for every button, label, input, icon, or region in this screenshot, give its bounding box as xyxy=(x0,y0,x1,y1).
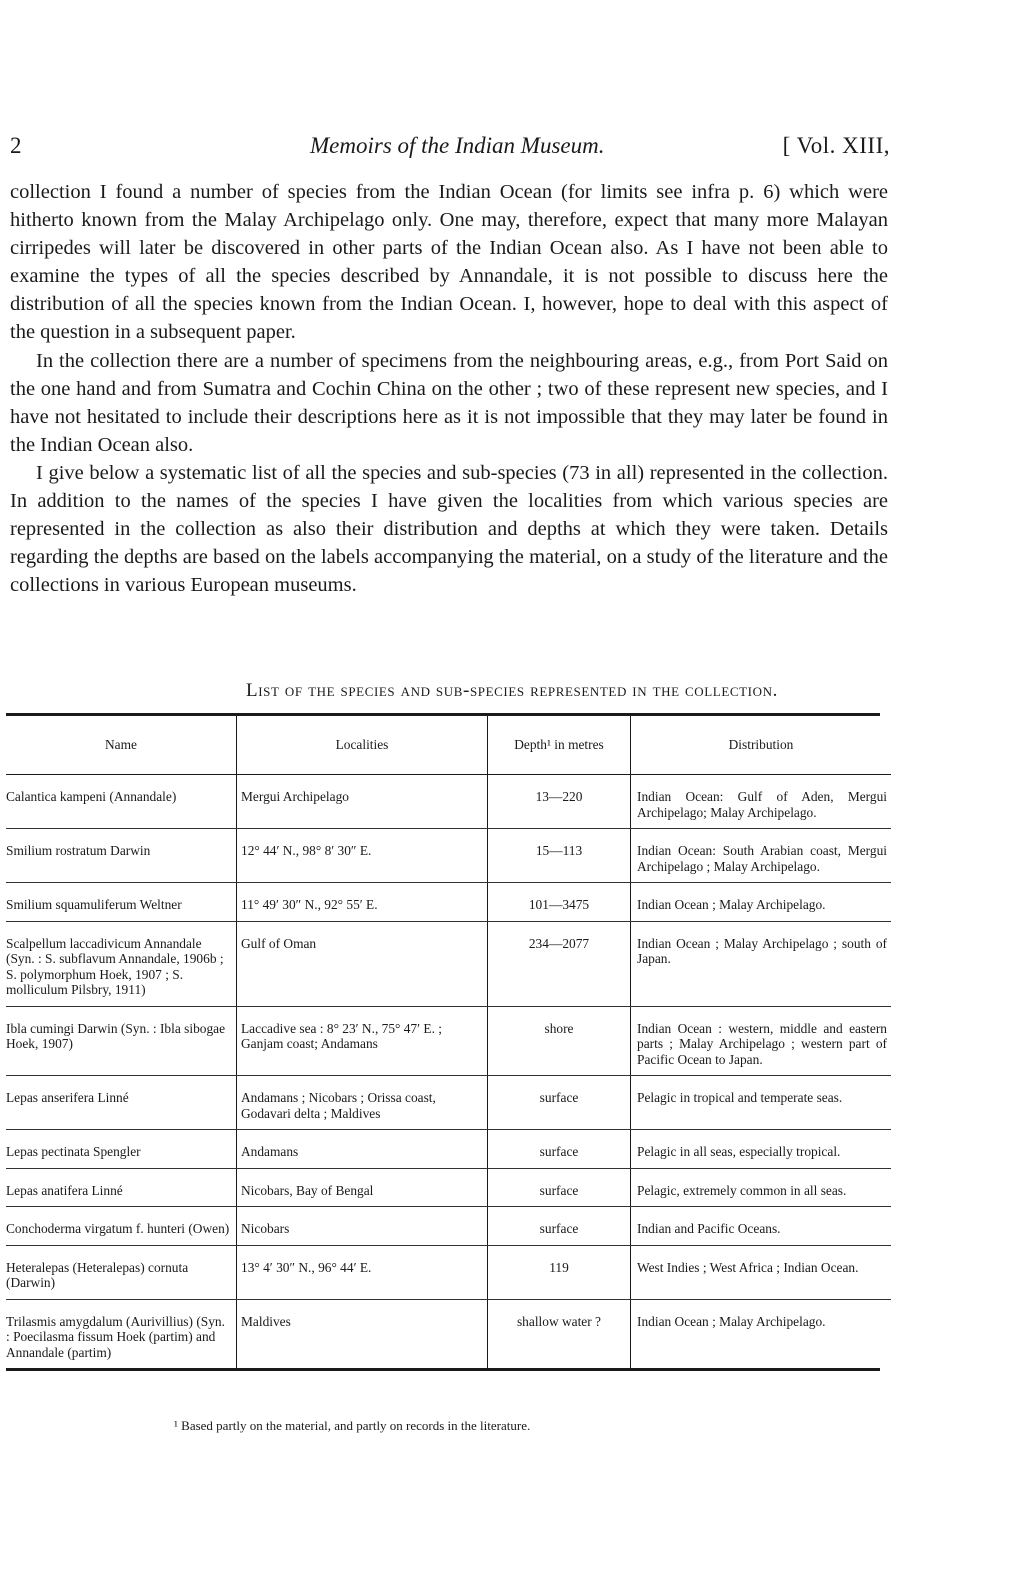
cell-depth: shallow water ? xyxy=(488,1299,631,1368)
table-row xyxy=(6,1006,891,1076)
cell-name: Smilium squamuliferum Weltner xyxy=(6,883,237,922)
body-text xyxy=(10,178,888,599)
cell-localities: Maldives xyxy=(237,1299,488,1368)
cell-distribution: Indian Ocean ; Malay Archipelago. xyxy=(631,883,892,922)
cell-name: Lepas pectinata Spengler xyxy=(6,1130,237,1169)
header-depth: Depth¹ in metres xyxy=(488,716,631,775)
species-table xyxy=(6,716,891,1368)
page-header xyxy=(10,133,890,167)
cell-distribution: Pelagic in all seas, especially tropical. xyxy=(631,1130,892,1169)
cell-depth: 13—220 xyxy=(488,775,631,829)
header-localities: Localities xyxy=(237,716,488,775)
list-title: List of the species and sub-species represented in the collection. xyxy=(246,680,778,701)
header-distribution: Distribution xyxy=(631,716,892,775)
cell-localities: 11° 49′ 30″ N., 92° 55′ E. xyxy=(237,883,488,922)
cell-depth: shore xyxy=(488,1006,631,1076)
cell-localities: Nicobars, Bay of Bengal xyxy=(237,1168,488,1207)
page-number: 2 xyxy=(10,133,22,158)
table-row xyxy=(6,775,891,829)
cell-name: Scalpellum laccadivicum Annandale (Syn. : S. subflavum Annandale, 1906b ; S. polymorphum Hoek, 1907 ; S. molliculum Pilsbry, 1911) xyxy=(6,921,237,1006)
cell-name: Ibla cumingi Darwin (Syn. : Ibla sibogae Hoek, 1907) xyxy=(6,1006,237,1076)
cell-distribution: Indian and Pacific Oceans. xyxy=(631,1207,892,1246)
cell-name: Lepas anserifera Linné xyxy=(6,1076,237,1130)
cell-localities: Nicobars xyxy=(237,1207,488,1246)
cell-depth: 101—3475 xyxy=(488,883,631,922)
cell-distribution: Indian Ocean: South Arabian coast, Mergui Archipelago ; Malay Archipelago. xyxy=(631,829,892,883)
cell-depth: surface xyxy=(488,1076,631,1130)
paragraph: collection I found a number of species from the Indian Ocean (for limits see infra p. 6) which were hitherto known from the Malay Archipelago only. One may, therefore, expect that many more Malayan cirripedes will later be discovered in other parts of the Indian Ocean also. As I have not been able to examine the types of all the species described by Annandale, it is not possible to discuss here the distribution of all the species known from the Indian Ocean. I, however, hope to deal with this aspect of the question in a subsequent paper. xyxy=(10,181,888,344)
table-row xyxy=(6,1076,891,1130)
cell-localities: Andamans ; Nicobars ; Orissa coast, Godavari delta ; Maldives xyxy=(237,1076,488,1130)
cell-depth: 15—113 xyxy=(488,829,631,883)
table-row xyxy=(6,1168,891,1207)
paragraph: In the collection there are a number of specimens from the neighbouring areas, e.g., from Port Said on the one hand and from Sumatra and Cochin China on the other ; two of these represent new species, and I have not hesitated to include their descriptions here as it is not impossible that they may later be found in the Indian Ocean also. xyxy=(10,349,888,456)
paragraph: I give below a systematic list of all the species and sub-species (73 in all) represented in the collection. In addition to the names of the species I have given the localities from which various species are represented in the collection as also their distribution and depths at which they were taken. Details regarding the depths are based on the labels accompanying the material, on a study of the literature and the collections in various European museums. xyxy=(10,461,888,597)
table-row xyxy=(6,1130,891,1169)
cell-distribution: Indian Ocean ; Malay Archipelago ; south of Japan. xyxy=(631,921,892,1006)
cell-localities: Laccadive sea : 8° 23′ N., 75° 47′ E. ; Ganjam coast; Andamans xyxy=(237,1006,488,1076)
table-row xyxy=(6,1245,891,1299)
cell-name: Heteralepas (Heteralepas) cornuta (Darwin) xyxy=(6,1245,237,1299)
cell-localities: Andamans xyxy=(237,1130,488,1169)
species-table-container xyxy=(6,713,887,1371)
cell-localities: Mergui Archipelago xyxy=(237,775,488,829)
cell-name: Lepas anatifera Linné xyxy=(6,1168,237,1207)
cell-localities: 13° 4′ 30″ N., 96° 44′ E. xyxy=(237,1245,488,1299)
volume-label: [ Vol. XIII, xyxy=(782,133,890,158)
cell-localities: 12° 44′ N., 98° 8′ 30″ E. xyxy=(237,829,488,883)
cell-name: Smilium rostratum Darwin xyxy=(6,829,237,883)
cell-distribution: West Indies ; West Africa ; Indian Ocean. xyxy=(631,1245,892,1299)
cell-distribution: Indian Ocean ; Malay Archipelago. xyxy=(631,1299,892,1368)
header-name: Name xyxy=(6,716,237,775)
table-row xyxy=(6,829,891,883)
cell-name: Trilasmis amygdalum (Aurivillius) (Syn. : Poecilasma fissum Hoek (partim) and Annandale (partim) xyxy=(6,1313,225,1360)
cell-depth: surface xyxy=(488,1130,631,1169)
cell-distribution: Indian Ocean : western, middle and eastern parts ; Malay Archipelago ; western part of Pacific Ocean to Japan. xyxy=(631,1006,892,1076)
footnote: ¹ Based partly on the material, and partly on records in the literature. xyxy=(174,1418,531,1433)
cell-depth: 119 xyxy=(488,1245,631,1299)
table-row xyxy=(6,921,891,1006)
table-row xyxy=(6,1299,891,1368)
cell-depth: surface xyxy=(488,1207,631,1246)
table-row xyxy=(6,883,891,922)
table-row xyxy=(6,1207,891,1246)
cell-depth: surface xyxy=(488,1168,631,1207)
cell-name: Calantica kampeni (Annandale) xyxy=(6,775,237,829)
cell-name: Conchoderma virgatum f. hunteri (Owen) xyxy=(6,1207,237,1246)
running-title: Memoirs of the Indian Museum. xyxy=(310,133,605,158)
table-header-row xyxy=(6,716,891,775)
cell-depth: 234—2077 xyxy=(488,921,631,1006)
cell-distribution: Indian Ocean: Gulf of Aden, Mergui Archipelago; Malay Archipelago. xyxy=(631,775,892,829)
table-bottom-rule xyxy=(6,1368,880,1371)
cell-distribution: Pelagic, extremely common in all seas. xyxy=(631,1168,892,1207)
cell-localities: Gulf of Oman xyxy=(237,921,488,1006)
cell-distribution: Pelagic in tropical and temperate seas. xyxy=(631,1076,892,1130)
